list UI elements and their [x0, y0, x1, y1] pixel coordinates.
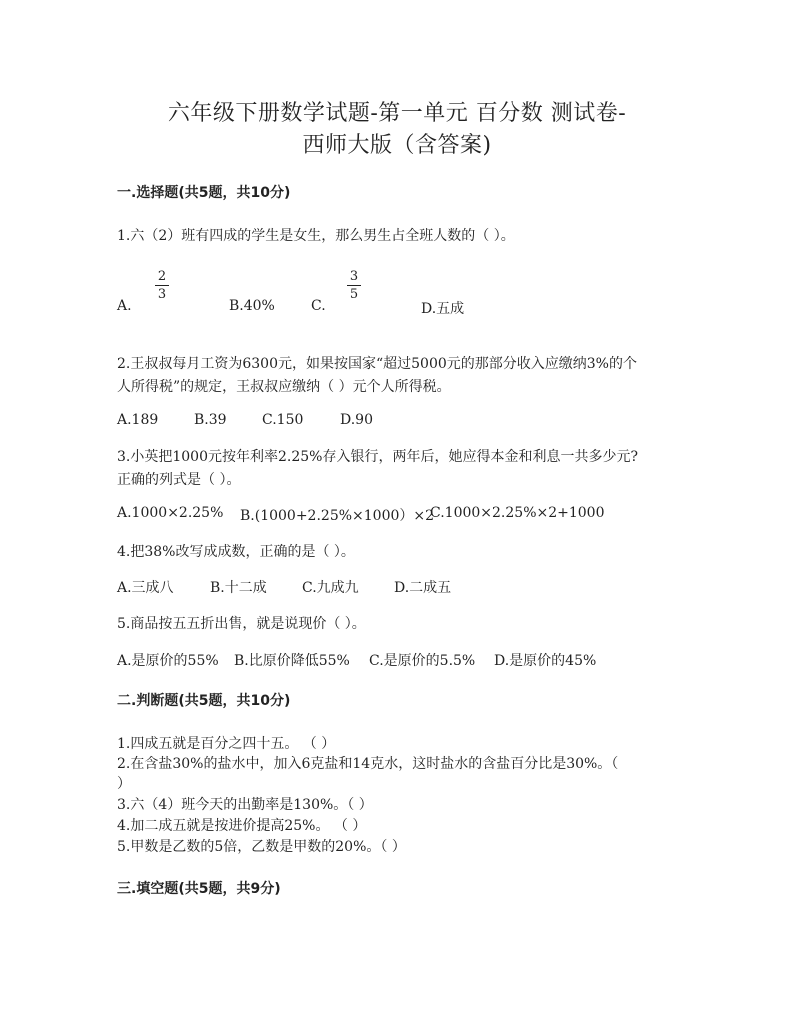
choice-q3-option-b: B.(1000+2.25%×1000）×2 [240, 508, 435, 524]
choice-q3-option-a: A.1000×2.25% [117, 505, 224, 521]
section-heading-fill: 三.填空题(共5题，共9分) [117, 881, 281, 897]
fraction-bar [347, 285, 361, 286]
choice-q1-stem: 1.六（2）班有四成的学生是女生，那么男生占全班人数的（ ）。 [117, 228, 515, 244]
choice-q1-option-d: D.五成 [421, 301, 465, 317]
choice-q2-option-a: A.189 [117, 412, 159, 428]
judge-q2-line1: 2.在含盐30%的盐水中，加入6克盐和14克水，这时盐水的含盐百分比是30%。（ [117, 756, 619, 772]
fraction-denominator: 5 [349, 287, 359, 302]
judge-q4: 4.加二成五就是按进价提高25%。 （ ） [117, 818, 367, 834]
fraction-numerator: 3 [349, 269, 359, 284]
choice-q2-option-d: D.90 [340, 412, 373, 428]
choice-q5-option-a: A.是原价的55% [117, 653, 219, 669]
choice-q4-option-b: B.十二成 [210, 580, 267, 596]
choice-q5-option-c: C.是原价的5.5% [369, 653, 476, 669]
choice-q4-option-c: C.九成九 [302, 580, 359, 596]
choice-q1-option-c-label: C. [311, 298, 326, 314]
document-title-line1: 六年级下册数学试题-第一单元 百分数 测试卷- [167, 101, 627, 126]
choice-q3-stem-line1: 3.小英把1000元按年利率2.25%存入银行，两年后，她应得本金和利息一共多少元? [117, 449, 638, 465]
choice-q3-option-c: C.1000×2.25%×2+1000 [430, 505, 605, 521]
fraction-denominator: 3 [157, 287, 167, 302]
document-title-line2: 西师大版（含答案) [302, 133, 492, 158]
choice-q5-stem: 5.商品按五五折出售，就是说现价（ ）。 [117, 616, 366, 632]
judge-q3: 3.六（4）班今天的出勤率是130%。（ ） [117, 797, 373, 813]
choice-q1-option-a-label: A. [117, 298, 132, 314]
choice-q2-stem-line2: 人所得税”的规定，王叔叔应缴纳（ ）元个人所得税。 [117, 379, 451, 395]
choice-q1-option-c-fraction [347, 270, 361, 301]
section-heading-judge: 二.判断题(共5题，共10分) [117, 693, 291, 709]
choice-q2-stem-line1: 2.王叔叔每月工资为6300元，如果按国家“超过5000元的那部分收入应缴纳3%的个 [117, 356, 637, 372]
judge-q5: 5.甲数是乙数的5倍，乙数是甲数的20%。（ ） [117, 839, 406, 855]
fraction-numerator: 2 [157, 269, 167, 284]
choice-q5-option-d: D.是原价的45% [494, 653, 597, 669]
choice-q4-option-a: A.三成八 [117, 580, 174, 596]
judge-q2-line2: ） [117, 776, 131, 792]
choice-q2-option-b: B.39 [194, 412, 227, 428]
choice-q5-option-b: B.比原价降低55% [234, 653, 350, 669]
judge-q1: 1.四成五就是百分之四十五。 （ ） [117, 736, 336, 752]
choice-q4-stem: 4.把38%改写成成数，正确的是（ ）。 [117, 544, 355, 560]
choice-q1-option-b: B.40% [229, 298, 275, 314]
choice-q3-stem-line2: 正确的列式是（ ）。 [117, 472, 241, 488]
choice-q4-option-d: D.二成五 [394, 580, 452, 596]
fraction-bar [155, 285, 169, 286]
section-heading-choice: 一.选择题(共5题，共10分) [117, 185, 291, 201]
choice-q2-option-c: C.150 [262, 412, 304, 428]
choice-q1-option-a-fraction [155, 270, 169, 301]
